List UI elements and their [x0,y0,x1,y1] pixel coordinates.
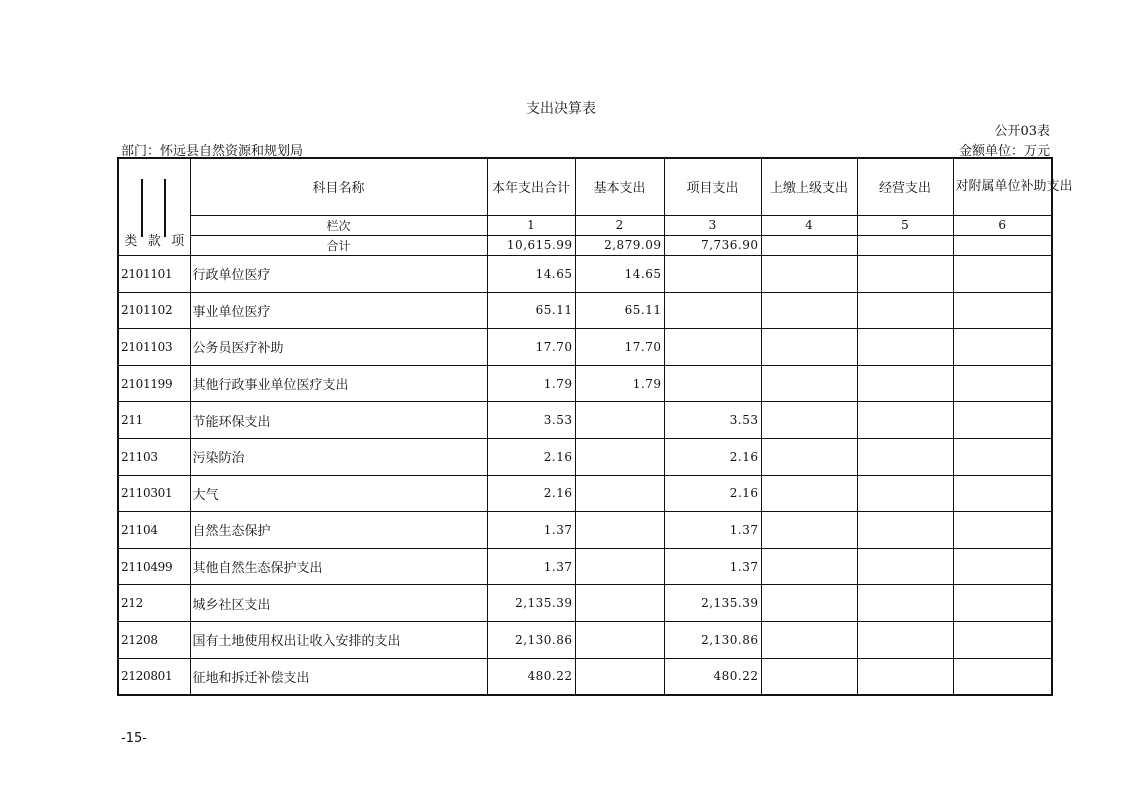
row-upper [761,292,857,329]
sum-subsidy [953,235,1052,255]
sum-basic: 2,879.09 [575,235,664,255]
row-upper [761,402,857,439]
col-num-6: 6 [953,215,1052,235]
row-code: 2110499 [118,548,190,585]
row-total: 1.37 [487,548,575,585]
col-num-1: 1 [487,215,575,235]
row-subsidy [953,585,1052,622]
row-name: 征地和拆迁补偿支出 [190,658,487,695]
page-number: -15- [121,731,147,746]
form-number: 公开03表 [994,124,1050,139]
row-code: 21103 [118,438,190,475]
table-row [118,512,1052,549]
subsidy-header: 对附属单位补助支出 [953,158,1052,215]
row-basic [575,548,664,585]
kuan-label: 款 [147,234,161,249]
row-upper [761,548,857,585]
xiang-label: 项 [171,234,185,249]
row-total: 65.11 [487,292,575,329]
sum-business [857,235,953,255]
row-subsidy [953,365,1052,402]
department-label: 部门：怀远县自然资源和规划局 [121,144,304,159]
row-basic [575,475,664,512]
page-title: 支出决算表 [526,101,596,117]
row-basic: 1.79 [575,365,664,402]
lanci-label: 栏次 [190,215,487,235]
row-basic: 17.70 [575,329,664,366]
row-name: 城乡社区支出 [190,585,487,622]
row-business [857,329,953,366]
row-upper [761,512,857,549]
row-code: 211 [118,402,190,439]
row-subsidy [953,292,1052,329]
table-row [118,292,1052,329]
row-basic: 14.65 [575,256,664,293]
col-num-4: 4 [761,215,857,235]
table-row [118,365,1052,402]
basic-header: 基本支出 [575,158,664,215]
table-row [118,621,1052,658]
row-name: 其他自然生态保护支出 [190,548,487,585]
row-upper [761,585,857,622]
row-total: 14.65 [487,256,575,293]
row-subsidy [953,621,1052,658]
classification-header-cell [118,158,190,256]
row-project: 480.22 [664,658,761,695]
total-header: 本年支出合计 [487,158,575,215]
row-project: 3.53 [664,402,761,439]
row-subsidy [953,402,1052,439]
row-code: 2101102 [118,292,190,329]
expenditure-table [117,157,1073,696]
row-name: 自然生态保护 [190,512,487,549]
subject-name-header: 科目名称 [190,158,487,215]
row-project [664,365,761,402]
row-business [857,548,953,585]
row-code: 2101199 [118,365,190,402]
row-total: 2.16 [487,475,575,512]
row-subsidy [953,658,1052,695]
row-business [857,292,953,329]
row-basic [575,585,664,622]
sum-label: 合计 [190,235,487,255]
row-total: 2,130.86 [487,621,575,658]
row-total: 1.79 [487,365,575,402]
upper-header: 上缴上级支出 [761,158,857,215]
row-business [857,658,953,695]
row-project: 1.37 [664,548,761,585]
project-header: 项目支出 [664,158,761,215]
table-row [118,402,1052,439]
row-name: 大气 [190,475,487,512]
table-row [118,438,1052,475]
row-business [857,365,953,402]
sum-project: 7,736.90 [664,235,761,255]
sum-upper [761,235,857,255]
row-subsidy [953,475,1052,512]
row-total: 1.37 [487,512,575,549]
row-name: 节能环保支出 [190,402,487,439]
row-upper [761,438,857,475]
row-subsidy [953,512,1052,549]
row-code: 2120801 [118,658,190,695]
row-basic [575,512,664,549]
row-upper [761,329,857,366]
row-code: 2101101 [118,256,190,293]
row-basic [575,438,664,475]
row-business [857,256,953,293]
row-business [857,585,953,622]
row-subsidy [953,256,1052,293]
row-name: 公务员医疗补助 [190,329,487,366]
row-code: 212 [118,585,190,622]
row-business [857,438,953,475]
row-project [664,292,761,329]
row-total: 2,135.39 [487,585,575,622]
row-total: 17.70 [487,329,575,366]
row-upper [761,621,857,658]
table-row [118,548,1052,585]
table-row [118,475,1052,512]
row-project: 2.16 [664,475,761,512]
table-row [118,329,1052,366]
row-business [857,402,953,439]
row-basic: 65.11 [575,292,664,329]
row-code: 21208 [118,621,190,658]
row-business [857,475,953,512]
row-project: 2,130.86 [664,621,761,658]
row-project: 2.16 [664,438,761,475]
col-num-2: 2 [575,215,664,235]
row-project [664,256,761,293]
row-subsidy [953,438,1052,475]
row-business [857,621,953,658]
row-code: 2110301 [118,475,190,512]
row-upper [761,658,857,695]
row-basic [575,658,664,695]
row-name: 国有土地使用权出让收入安排的支出 [190,621,487,658]
row-subsidy [953,548,1052,585]
table-row [118,658,1052,695]
row-code: 21104 [118,512,190,549]
unit-label: 金额单位：万元 [958,144,1050,159]
row-code: 2101103 [118,329,190,366]
row-name: 污染防治 [190,438,487,475]
row-name: 事业单位医疗 [190,292,487,329]
table-row [118,256,1052,293]
row-business [857,512,953,549]
lei-label: 类 [124,234,138,249]
row-subsidy [953,329,1052,366]
row-name: 行政单位医疗 [190,256,487,293]
row-basic [575,621,664,658]
row-basic [575,402,664,439]
row-upper [761,475,857,512]
row-upper [761,365,857,402]
row-project [664,329,761,366]
business-header: 经营支出 [857,158,953,215]
row-total: 480.22 [487,658,575,695]
row-total: 2.16 [487,438,575,475]
col-num-5: 5 [857,215,953,235]
row-upper [761,256,857,293]
col-num-3: 3 [664,215,761,235]
sum-total: 10,615.99 [487,235,575,255]
row-project: 2,135.39 [664,585,761,622]
row-project: 1.37 [664,512,761,549]
row-name: 其他行政事业单位医疗支出 [190,365,487,402]
table-row [118,585,1052,622]
row-total: 3.53 [487,402,575,439]
